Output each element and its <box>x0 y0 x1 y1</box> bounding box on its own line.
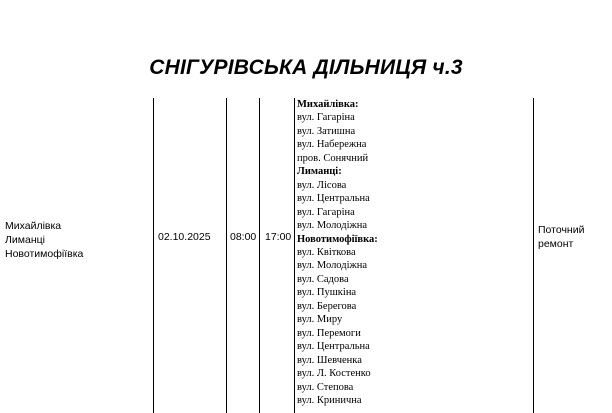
street-item: вул. Лісова <box>297 179 347 191</box>
settlement-heading: Новотимофіївка: <box>297 233 378 245</box>
settlements-cell <box>5 219 83 261</box>
page-title: СНІГУРІВСЬКА ДІЛЬНИЦЯ ч.3 <box>149 56 463 79</box>
street-item: вул. Затишна <box>297 125 356 137</box>
street-item: вул. Молодіжна <box>297 260 368 272</box>
street-item: вул. Гагаріна <box>297 112 355 124</box>
street-item: вул. Пушкіна <box>297 287 357 299</box>
settlement-heading: Лиманці: <box>297 166 342 178</box>
settlement-name: Новотимофіївка <box>5 248 84 260</box>
street-item: вул. Кринична <box>297 394 362 406</box>
street-item: вул. Перемоги <box>297 327 361 339</box>
end-time-cell: 17:00 <box>265 231 292 243</box>
addresses-cell <box>297 98 378 407</box>
street-item: вул. Центральна <box>297 193 370 205</box>
street-item: вул. Степова <box>297 381 354 393</box>
table-border <box>259 98 260 413</box>
street-item: вул. Молодіжна <box>297 220 368 232</box>
street-item: пров. Сонячний <box>297 152 369 164</box>
street-item: вул. Шевченка <box>297 354 362 366</box>
work-type-line: ремонт <box>538 238 574 250</box>
street-item: вул. Л. Костенко <box>297 368 371 380</box>
street-item: вул. Миру <box>297 314 343 326</box>
street-item: вул. Центральна <box>297 341 370 353</box>
settlement-name: Михайлівка <box>5 220 62 232</box>
table-border <box>153 98 154 413</box>
street-item: вул. Набережна <box>297 139 367 151</box>
table-border <box>226 98 227 413</box>
start-time-cell: 08:00 <box>230 231 257 243</box>
work-type-line: Поточний <box>538 224 585 236</box>
settlement-name: Лиманці <box>5 234 45 246</box>
work-type-cell <box>538 223 584 251</box>
settlement-heading: Михайлівка: <box>297 99 359 110</box>
street-item: вул. Берегова <box>297 300 357 312</box>
street-item: вул. Квіткова <box>297 246 356 258</box>
table-border <box>533 98 534 413</box>
date-cell: 02.10.2025 <box>158 231 211 243</box>
street-item: вул. Гагаріна <box>297 206 355 218</box>
table-border <box>294 98 295 413</box>
street-item: вул. Садова <box>297 273 349 285</box>
